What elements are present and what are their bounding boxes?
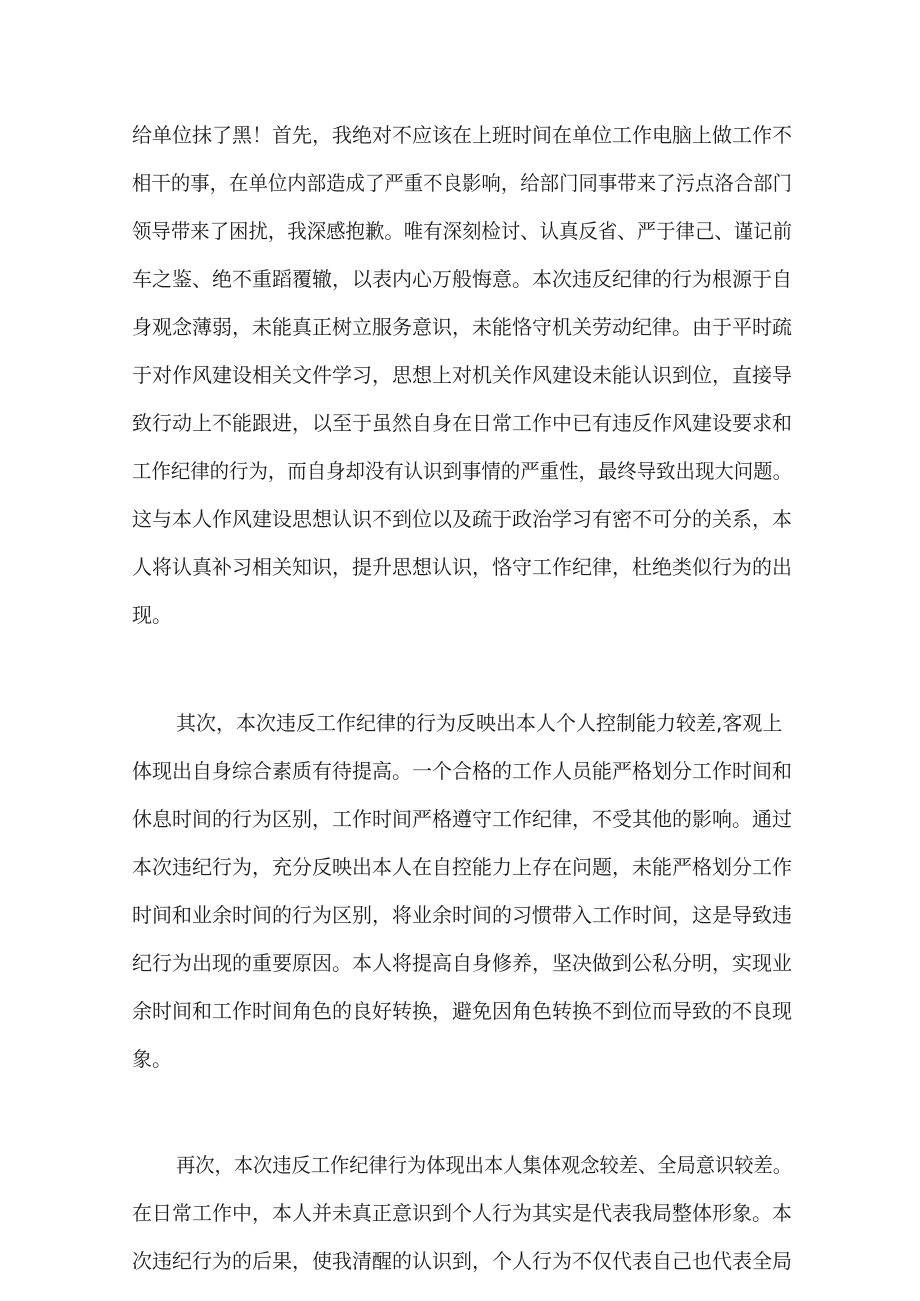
paragraph-line: 纪行为出现的重要原因。本人将提高自身修养，坚决做到公私分明，实现业 xyxy=(132,951,792,975)
paragraph-line: 于对作风建设相关文件学习，思想上对机关作风建设未能认识到位，直接导 xyxy=(132,363,792,387)
paragraph-line: 休息时间的行为区别，工作时间严格遵守工作纪律，不受其他的影响。通过 xyxy=(132,807,792,831)
paragraph-line: 体现出自身综合素质有待提高。一个合格的工作人员能严格划分工作时间和 xyxy=(132,759,792,783)
paragraph-line: 象。 xyxy=(132,1047,172,1071)
paragraph-line: 致行动上不能跟进，以至于虽然自身在日常工作中已有违反作风建设要求和 xyxy=(132,411,792,435)
paragraph-line: 给单位抹了黑！首先，我绝对不应该在上班时间在单位工作电脑上做工作不 xyxy=(132,123,792,147)
paragraph-line: 相干的事，在单位内部造成了严重不良影响，给部门同事带来了污点洛合部门 xyxy=(132,171,793,195)
paragraph-line: 时间和业余时间的行为区别，将业余时间的习惯带入工作时间，这是导致违 xyxy=(132,903,792,927)
paragraph-line: 余时间和工作时间角色的良好转换，避免因角色转换不到位而导致的不良现 xyxy=(132,999,792,1023)
paragraph-line: 身观念薄弱，未能真正树立服务意识，未能恪守机关劳动纪律。由于平时疏 xyxy=(132,315,792,339)
paragraph-line: 工作纪律的行为，而自身却没有认识到事情的严重性，最终导致出现大问题。 xyxy=(132,459,793,483)
paragraph-line: 车之鉴、绝不重蹈覆辙，以表内心万般悔意。本次违反纪律的行为根源于自 xyxy=(132,267,792,291)
paragraph-line: 人将认真补习相关知识，提升思想认识，恪守工作纪律，杜绝类似行为的出 xyxy=(132,555,792,579)
paragraph-line: 再次，本次违反工作纪律行为体现出本人集体观念较差、全局意识较差。 xyxy=(176,1153,792,1177)
paragraph-line: 在日常工作中，本人并未真正意识到个人行为其实是代表我局整体形象。本 xyxy=(132,1201,792,1225)
paragraph-line: 其次，本次违反工作纪律的行为反映出本人个人控制能力较差,客观上 xyxy=(176,711,783,735)
paragraph-line: 现。 xyxy=(132,603,172,627)
paragraph-line: 次违纪行为的后果，使我清醒的认识到，个人行为不仅代表自己也代表全局 xyxy=(132,1249,792,1273)
paragraph-line: 领导带来了困扰，我深感抱歉。唯有深刻检讨、认真反省、严于律己、谨记前 xyxy=(132,219,793,243)
paragraph-line: 这与本人作风建设思想认识不到位以及疏于政治学习有密不可分的关系，本 xyxy=(132,507,792,531)
paragraph-line: 本次违纪行为，充分反映出本人在自控能力上存在问题，未能严格划分工作 xyxy=(132,855,792,879)
